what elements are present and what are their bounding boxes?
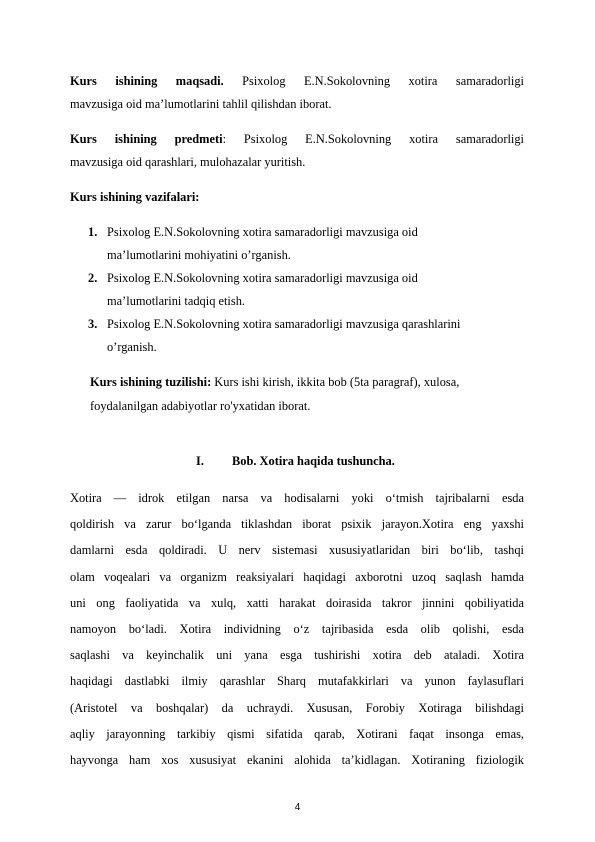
vazifalar-label xyxy=(70,186,524,209)
chapter-number: I. xyxy=(196,454,204,468)
body-line: aqliy jarayonning tarkibiy qismi sifatida qarab, Xotirani faqat insonga emas, xyxy=(70,726,524,741)
list-item xyxy=(88,313,508,358)
list-item-line1: Psixolog E.N.Sokolovning xotira samaradorligi mavzusiga oid xyxy=(107,225,418,239)
tuzilishi-label: Kurs ishining tuzilishi: xyxy=(90,375,212,389)
body-line: (Aristotel va boshqalar) da uchraydi. Xususan, Forobiy Xotiraga bilishdagi xyxy=(70,700,524,715)
predmet-label: Kurs ishining predmeti xyxy=(70,132,223,146)
list-item-number: 2. xyxy=(88,271,98,285)
body-line: haqidagi dastlabki ilmiy qarashlar Sharq mutafakkirlari va yunon faylasuflari xyxy=(70,674,524,689)
list-item-line1: Psixolog E.N.Sokolovning xotira samaradorligi mavzusiga qarashlarini xyxy=(107,317,461,331)
list-item xyxy=(88,221,508,266)
maqsad-line1 xyxy=(70,70,524,93)
tuzilishi-text1: Kurs ishi kirish, ikkita bob (5ta paragraf), xulosa, xyxy=(211,375,460,389)
tuzilishi-line2: foydalanilgan adabiyotlar ro'yxatidan iborat. xyxy=(90,399,311,413)
body-line: damlarni esda qoldiradi. U nerv sistemasi xususiyatlaridan biri bo‘lib, tashqi xyxy=(70,543,524,558)
predmet-line2: mavzusiga oid qarashlari, mulohazalar yuritish. xyxy=(70,155,306,169)
list-item-number: 3. xyxy=(88,317,98,331)
chapter-title: Bob. Xotira haqida tushuncha. xyxy=(232,454,395,468)
predmet-text1: : Psixolog E.N.Sokolovning xotira samaradorligi xyxy=(222,132,524,146)
list-item xyxy=(88,267,508,312)
list-item-line2: o’rganish. xyxy=(107,339,157,354)
maqsad-line2: mavzusiga oid ma’lumotlarini tahlil qilishdan iborat. xyxy=(70,97,332,111)
body-line: Xotira — idrok etilgan narsa va hodisalarni yoki o‘tmish tajribalarni esda xyxy=(70,491,524,505)
tuzilishi-line1 xyxy=(90,370,520,394)
maqsad-text1: Psixolog E.N.Sokolovning xotira samaradorligi xyxy=(242,74,524,88)
body-line: uni ong faoliyatida va xulq, xatti harakat doirasida takror jinnini qobiliyatida xyxy=(70,595,524,610)
vazifalar-label-text: Kurs ishining vazifalari: xyxy=(70,190,200,204)
body-line: qoldirish va zarur bo‘lganda tiklashdan iborat psixik jarayon.Xotira eng yaxshi xyxy=(70,517,524,532)
body-line: hayvonga ham xos xususiyat ekanini alohida taʼkidlagan. Xotiraning fiziologik xyxy=(70,753,524,767)
list-item-line1: Psixolog E.N.Sokolovning xotira samaradorligi mavzusiga oid xyxy=(107,271,418,285)
body-line: olam voqealari va organizm reaksiyalari haqidagi axborotni uzoq saqlash hamda xyxy=(70,569,524,584)
predmet-line1 xyxy=(70,128,524,151)
maqsad-label: Kurs ishining maqsadi. xyxy=(70,74,224,88)
list-item-number: 1. xyxy=(88,225,98,239)
body-line: saqlashi va keyinchalik uni yana esga tushirishi xotira deb ataladi. Xotira xyxy=(70,648,524,663)
body-line: namoyon bo‘ladi. Xotira individning o‘z tajribasida esda olib qolishi, esda xyxy=(70,622,524,636)
page-number: 4 xyxy=(294,802,301,813)
list-item-line2: ma’lumotlarini tadqiq etish. xyxy=(107,293,245,308)
list-item-line2: ma’lumotlarini mohiyatini o’rganish. xyxy=(107,247,291,262)
